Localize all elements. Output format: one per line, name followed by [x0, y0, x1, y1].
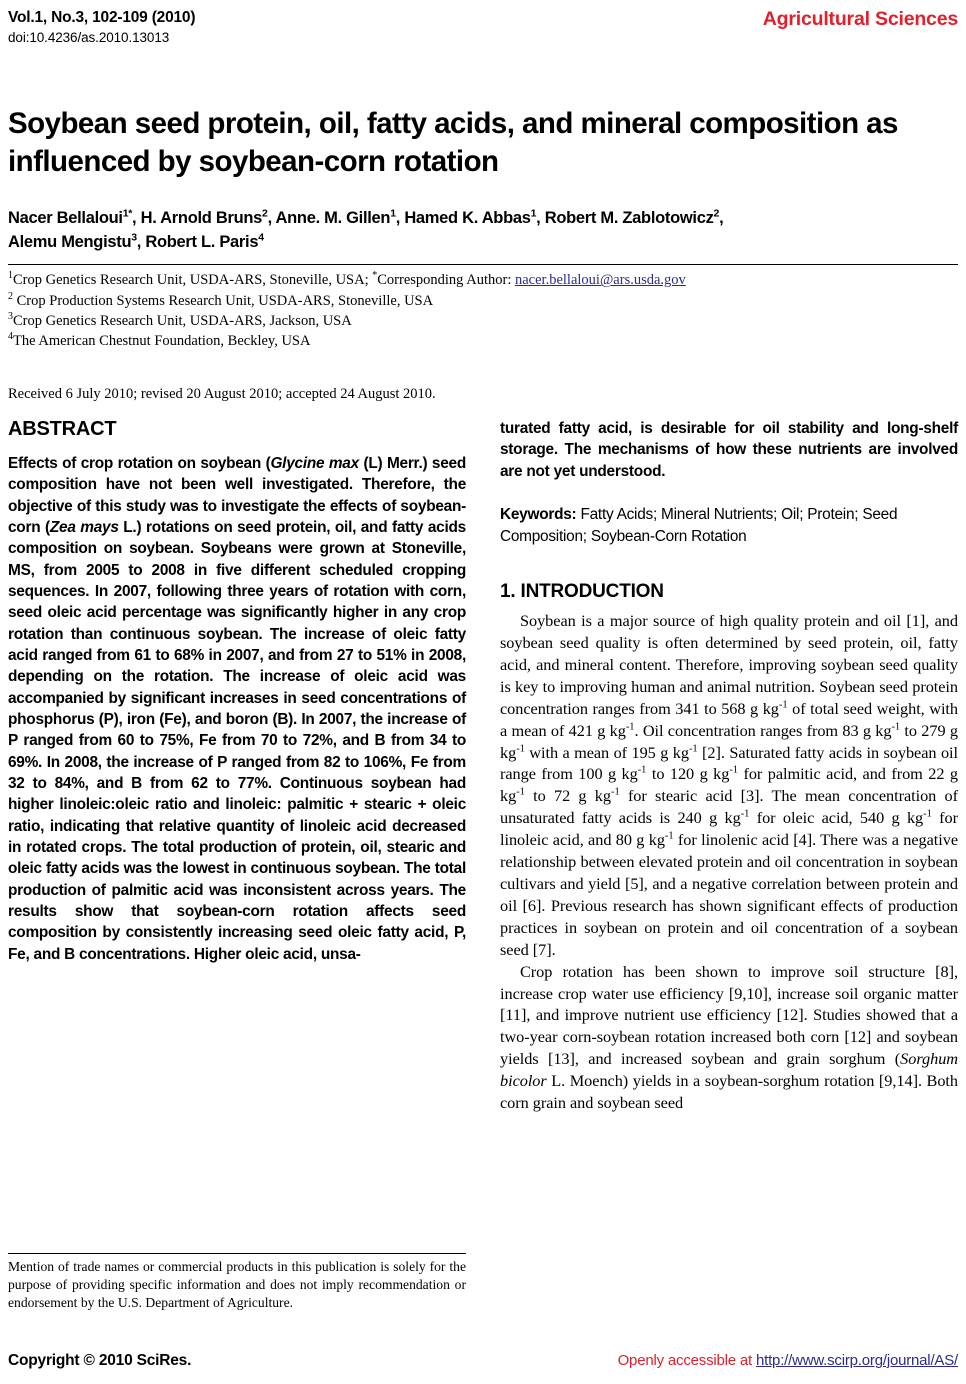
keywords-line [500, 504, 958, 547]
exponent: -1 [516, 786, 525, 798]
affil-text: Crop Genetics Research Unit, USDA-ARS, Jackson, USA [13, 313, 352, 330]
open-access-notice [618, 1352, 958, 1369]
author-affil-marker: 2 [713, 207, 720, 220]
author-affil-marker: 1 [390, 207, 396, 220]
exponent: -1 [729, 765, 738, 777]
author-affil-marker: 1 [530, 207, 537, 220]
species-name-glycine-max: Glycine max [270, 455, 359, 472]
affil-marker: 4 [8, 331, 13, 343]
doi-line: doi:10.4236/as.2010.13013 [8, 29, 170, 45]
affiliation-item [8, 311, 958, 331]
column-right [500, 418, 958, 1114]
abstract-paragraph [8, 453, 466, 965]
affiliation-item [8, 331, 958, 351]
introduction-paragraph-2 [500, 961, 958, 1114]
affil-marker: 2 [8, 290, 13, 302]
author-sep: , Hamed K. Abbas [395, 208, 531, 227]
footnote-block [8, 1253, 466, 1312]
affiliation-item [8, 270, 958, 290]
history-dates: Received 6 July 2010; revised 20 August 2010; accepted 24 August 2010. [8, 385, 436, 402]
author-name: Nacer Bellaloui [8, 208, 123, 227]
intro-seg: of total seed weight, with a mean of 421 g kg [500, 698, 958, 740]
intro-seg: for palmitic acid, and from 22 g kg [500, 764, 958, 806]
volume-issue-pages: Vol.1, No.3, 102-109 (2010) [8, 9, 196, 26]
exponent: -1 [516, 743, 525, 755]
affil-text: The American Chestnut Foundation, Beckley, USA [13, 333, 311, 350]
exponent: -1 [637, 765, 647, 777]
author-name: Alemu Mengistu [8, 232, 132, 251]
intro-seg: to 279 g kg [500, 720, 958, 762]
intro-seg: for stearic acid [3]. The mean concentration of unsaturated fatty acids is 240 g kg [500, 786, 958, 828]
affil-marker: 3 [8, 311, 13, 323]
exponent: -1 [923, 808, 932, 820]
author-affil-marker: 2 [262, 207, 268, 220]
introduction-paragraph-1 [500, 610, 958, 961]
footnote-text: Mention of trade names or commercial products in this publication is solely for the purpose of providing specific information and does not imply recommendation or endorsement by the U.S. Department of Agriculture. [8, 1259, 466, 1311]
column-left [8, 418, 466, 965]
author-sep: , [719, 208, 724, 227]
author-affil-marker: 3 [131, 231, 137, 244]
author-sep: , H. Arnold Bruns [132, 208, 263, 227]
header-divider [8, 264, 958, 265]
author-sep: , Robert M. Zablotowicz [536, 208, 714, 227]
corresponding-label: Corresponding Author: [377, 272, 515, 289]
intro-seg: L. Moench) yields in a soybean-sorghum rotation [9,14]. Both corn grain and soybean seed [500, 1071, 958, 1113]
page-footer [8, 1352, 958, 1370]
exponent: -1 [688, 743, 698, 755]
intro-seg: to 72 g kg [524, 786, 611, 806]
author-affil-marker: 1* [122, 207, 133, 220]
keywords-label: Keywords: [500, 505, 577, 523]
intro-seg: . Oil concentration ranges from 83 g kg [634, 720, 892, 740]
page-title: Soybean seed protein, oil, fatty acids, and mineral composition as influenced by soybean-corn rotation [8, 107, 898, 178]
affiliation-item [8, 291, 958, 311]
intro-seg: for oleic acid, 540 g kg [749, 808, 924, 828]
page-header-block [8, 8, 958, 403]
author-sep: , Anne. M. Gillen [267, 208, 391, 227]
affil-text: Crop Genetics Research Unit, USDA-ARS, Stoneville, USA; [13, 272, 373, 289]
intro-seg: to 120 g kg [646, 764, 730, 784]
open-access-label: Openly accessible at [617, 1352, 756, 1369]
intro-seg: with a mean of 195 g kg [524, 742, 689, 762]
exponent: -1 [664, 830, 674, 842]
affil-marker: 1 [8, 270, 13, 282]
journal-name: Agricultural Sciences [762, 8, 958, 30]
exponent: -1 [611, 786, 620, 798]
intro-seg: for linolenic acid [4]. There was a negative relationship between elevated protein and oil concentration in soybean cultivars and yield [5], and a negative correlation between protein and oil [6]. Previous research has shown significant effects of production practices in soybean on protein and oil concentration of a soybean seed [7]. [500, 830, 958, 959]
abstract-heading: ABSTRACT [8, 418, 117, 440]
author-list [8, 207, 958, 255]
abstract-seg: Effects of crop rotation on soybean ( [8, 455, 271, 472]
author-affil-marker: 4 [258, 231, 264, 244]
introduction-heading: 1. INTRODUCTION [500, 581, 664, 603]
intro-seg: [2]. Saturated fatty acids in soybean oil range from 100 g kg [500, 742, 958, 784]
running-head [8, 8, 958, 47]
copyright-notice: Copyright © 2010 SciRes. [8, 1352, 192, 1369]
affiliation-list [8, 270, 958, 351]
exponent: -1 [778, 699, 788, 711]
species-name-sorghum-bicolor: Sorghum bicolor [500, 1049, 958, 1091]
intro-seg: for linoleic acid, and 80 g kg [500, 808, 958, 850]
running-head-left [8, 8, 195, 47]
exponent: -1 [625, 721, 635, 733]
abstract-seg: (L) Merr.) seed composition have not been well investigated. Therefore, the objective of this study was to investigate the effects of soybean-corn ( [8, 455, 466, 536]
keywords-values: Fatty Acids; Mineral Nutrients; Oil; Protein; Seed Composition; Soybean-Corn Rotation [500, 505, 898, 545]
intro-seg: Crop rotation has been shown to improve soil structure [8], increase crop water use efficiency [9,10], increase soil organic matter [11], and improve nutrient use efficiency [12]. Studies showed that a two-year corn-soybean rotation increased both corn [12] and soybean yields [13], and increased soybean and grain sorghum ( [500, 961, 958, 1069]
intro-seg: Soybean is a major source of high quality protein and oil [1], and soybean seed quality is often determined by seed protein, oil, fatty acid, and mineral content. Therefore, improving soybean seed quality is key to improving human and animal nutrition. Soybean seed protein concentration ranges from 341 to 568 g kg [500, 611, 958, 718]
exponent: -1 [740, 808, 750, 820]
exponent: -1 [891, 721, 901, 733]
journal-url-link[interactable]: http://www.scirp.org/journal/AS/ [755, 1352, 958, 1369]
species-name-zea-mays: Zea mays [49, 518, 119, 536]
abstract-continuation: turated fatty acid, is desirable for oil stability and long-shelf storage. The mechanisms of how these nutrients are involved are not yet understood. [500, 420, 958, 480]
corresponding-marker: * [372, 270, 378, 282]
affil-text: Crop Production Systems Research Unit, USDA-ARS, Stoneville, USA [13, 292, 434, 309]
footnote-divider [8, 1253, 466, 1254]
corresponding-email-link[interactable]: nacer.bellaloui@ars.usda.gov [515, 272, 686, 289]
abstract-seg: L.) rotations on seed protein, oil, and fatty acids composition on soybean. Soybeans were grown at Stoneville, MS, from 2005 to 2008 in five different scheduled cropping sequences. In 2007, following three years of rotation with corn, seed oleic acid percentage was significantly higher in any crop rotation than continuous soybean. The increase of oleic fatty acid ranged from 61 to 68% in 2007, and from 27 to 51% in 2008, depending on the rotation. The increase of oleic acid was accompanied by significant increases in seed concentrations of phosphorus (P), iron (Fe), and boron (B). In 2007, the increase of P ranged from 60 to 75%, Fe from 70 to 72%, and B from 34 to 69%. In 2008, the increase of P ranged from 82 to 106%, Fe from 32 to 84%, and B from 62 to 77%. Continuous soybean had higher linoleic:oleic ratio and linoleic: palmitic + stearic + oleic ratio, indicating that relative quantity of linoleic acid decreased in rotated crops. The total production of protein, oil, stearic and oleic fatty acids was the lowest in continuous soybean. The total production of palmitic acid was inconsistent across years. The results show that soybean-corn rotation affects seed composition by consistently increasing seed oleic fatty acid, P, Fe, and B concentrations. Higher oleic acid, unsa- [8, 518, 466, 963]
author-sep: , Robert L. Paris [136, 232, 259, 251]
body-columns [8, 418, 958, 1318]
